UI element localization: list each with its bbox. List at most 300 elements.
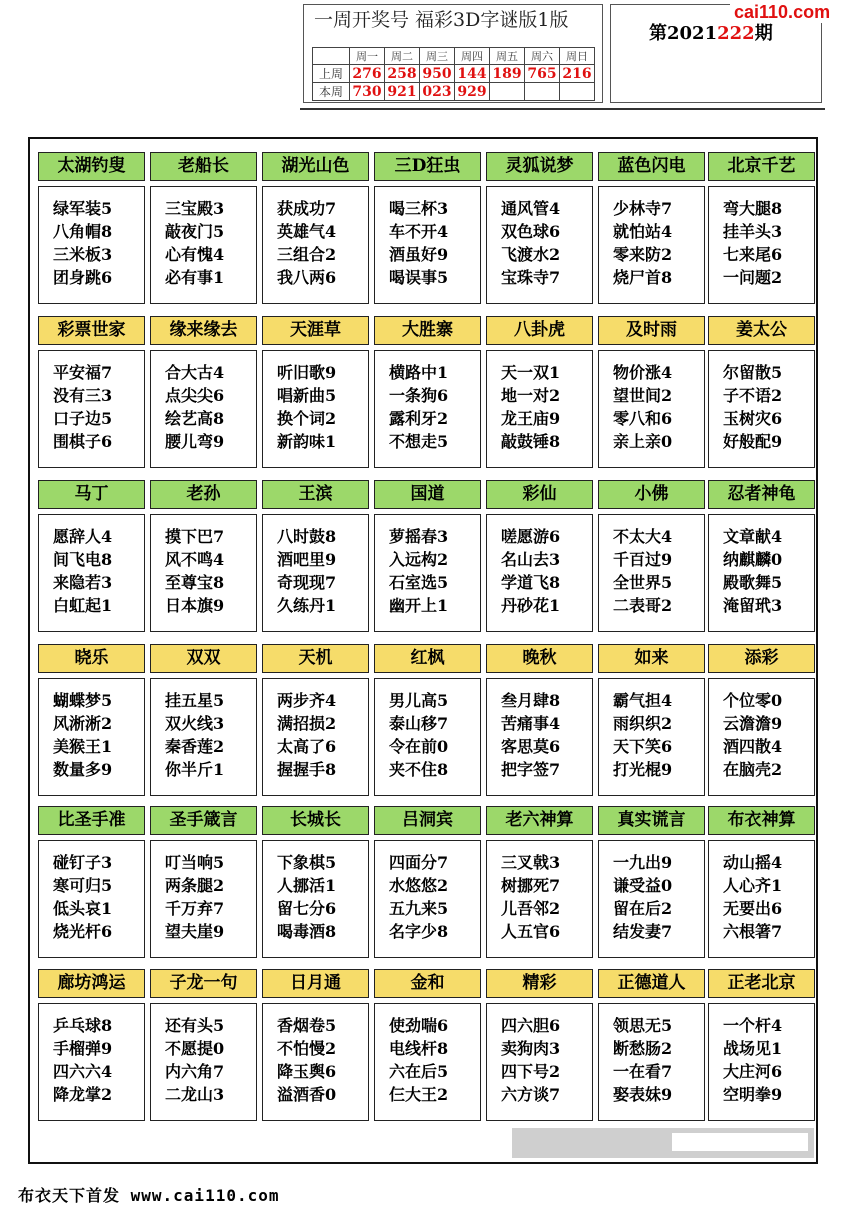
header-divider: [300, 108, 825, 110]
riddle-line: 少林寺7: [613, 199, 673, 218]
riddle-line: 来隐若3: [53, 573, 113, 592]
cell-riddle-box: [708, 350, 815, 468]
riddle-line: 蝴蝶梦5: [53, 691, 113, 710]
riddle-line: 宝珠寺7: [501, 268, 561, 287]
cell-riddle-box: [150, 840, 257, 958]
cell-author-title: 三D狂虫: [374, 152, 481, 181]
riddle-line: 名字少8: [389, 922, 449, 941]
riddle-cell: [38, 644, 145, 796]
cell-riddle-box: [486, 514, 593, 632]
riddle-line: 就怕站4: [613, 222, 673, 241]
cell-riddle-box: [38, 1003, 145, 1121]
riddle-line: 使劲喘6: [389, 1016, 449, 1035]
cell-author-title: 天涯草: [262, 316, 369, 345]
draw-table: [312, 47, 595, 101]
riddle-line: 风不鸣4: [165, 550, 225, 569]
riddle-line: 不愿提0: [165, 1039, 225, 1058]
cell-author-title: 大胜寨: [374, 316, 481, 345]
draw-number: 216: [560, 65, 595, 83]
cell-riddle-box: [598, 840, 705, 958]
cell-author-title: 忍者神龟: [708, 480, 815, 509]
cell-riddle-box: [486, 678, 593, 796]
riddle-line: 千百过9: [613, 550, 673, 569]
riddle-line: 降玉舆6: [277, 1062, 337, 1081]
cell-author-title: 红枫: [374, 644, 481, 673]
riddle-line: 留七分6: [277, 899, 337, 918]
riddle-cell: [150, 152, 257, 304]
riddle-line: 没有三3: [53, 386, 113, 405]
riddle-cell: [150, 480, 257, 632]
cell-author-title: 正德道人: [598, 969, 705, 998]
riddle-cell: [708, 480, 815, 632]
cell-author-title: 比圣手准: [38, 806, 145, 835]
riddle-line: 通风管4: [501, 199, 561, 218]
cell-author-title: 日月通: [262, 969, 369, 998]
riddle-line: 断愁肠2: [613, 1039, 673, 1058]
cell-riddle-box: [150, 186, 257, 304]
cell-riddle-box: [708, 840, 815, 958]
cell-author-title: 晓乐: [38, 644, 145, 673]
cell-riddle-box: [262, 186, 369, 304]
riddle-line: 双色球6: [501, 222, 561, 241]
riddle-line: 八角帽8: [53, 222, 113, 241]
cell-author-title: 晚秋: [486, 644, 593, 673]
draw-number: 765: [525, 65, 560, 83]
cell-riddle-box: [150, 678, 257, 796]
riddle-line: 天一双1: [501, 363, 561, 382]
riddle-cell: [262, 806, 369, 958]
riddle-cell: [262, 644, 369, 796]
riddle-cell: [262, 480, 369, 632]
riddle-line: 结发妻7: [613, 922, 673, 941]
riddle-line: 酒虽好9: [389, 245, 449, 264]
riddle-line: 寒可归5: [53, 876, 113, 895]
riddle-cell: [38, 480, 145, 632]
cell-riddle-box: [150, 350, 257, 468]
riddle-line: 双火线3: [165, 714, 225, 733]
riddle-line: 霸气担4: [613, 691, 673, 710]
riddle-line: 合大古4: [165, 363, 225, 382]
riddle-cell: [374, 316, 481, 468]
riddle-line: 一个杆4: [723, 1016, 783, 1035]
riddle-line: 满招损2: [277, 714, 337, 733]
riddle-line: 口子边5: [53, 409, 113, 428]
riddle-line: 留在后2: [613, 899, 673, 918]
cell-author-title: 灵狐说梦: [486, 152, 593, 181]
riddle-line: 碰钉子3: [53, 853, 113, 872]
draw-number: 730: [350, 83, 385, 101]
day-header: 周一: [350, 48, 385, 65]
riddle-line: 横路中1: [389, 363, 449, 382]
riddle-line: 零八和6: [613, 409, 673, 428]
cell-author-title: 精彩: [486, 969, 593, 998]
riddle-cell: [38, 969, 145, 1121]
riddle-line: 数量多9: [53, 760, 113, 779]
riddle-line: 唱新曲5: [277, 386, 337, 405]
riddle-line: 望世间2: [613, 386, 673, 405]
riddle-line: 千万弃7: [165, 899, 225, 918]
riddle-cell: [598, 806, 705, 958]
draw-number: 189: [490, 65, 525, 83]
cell-riddle-box: [598, 350, 705, 468]
riddle-cell: [150, 316, 257, 468]
riddle-cell: [262, 316, 369, 468]
riddle-line: 龙王庙9: [501, 409, 561, 428]
riddle-line: 内六角7: [165, 1062, 225, 1081]
riddle-cell: [150, 644, 257, 796]
riddle-line: 电线杆8: [389, 1039, 449, 1058]
cell-author-title: 王滨: [262, 480, 369, 509]
riddle-line: 一问题2: [723, 268, 783, 287]
riddle-line: 树挪死7: [501, 876, 561, 895]
riddle-line: 令在前0: [389, 737, 449, 756]
riddle-cell: [708, 316, 815, 468]
cell-riddle-box: [262, 678, 369, 796]
cell-riddle-box: [374, 350, 481, 468]
cell-author-title: 双双: [150, 644, 257, 673]
cell-author-title: 布衣神算: [708, 806, 815, 835]
riddle-line: 无要出6: [723, 899, 783, 918]
cell-author-title: 正老北京: [708, 969, 815, 998]
riddle-line: 握握手8: [277, 760, 337, 779]
riddle-cell: [598, 644, 705, 796]
last-week-row: [313, 65, 595, 83]
riddle-line: 敲鼓锤8: [501, 432, 561, 451]
riddle-line: 二表哥2: [613, 596, 673, 615]
cell-riddle-box: [150, 514, 257, 632]
riddle-line: 奇现现7: [277, 573, 337, 592]
riddle-line: 嗟愿游6: [501, 527, 561, 546]
draw-number: 023: [420, 83, 455, 101]
riddle-line: 你半斤1: [165, 760, 225, 779]
riddle-cell: [374, 806, 481, 958]
riddle-line: 望夫崖9: [165, 922, 225, 941]
cell-riddle-box: [486, 1003, 593, 1121]
riddle-line: 人心齐1: [723, 876, 783, 895]
cell-riddle-box: [598, 678, 705, 796]
riddle-line: 手榴弹9: [53, 1039, 113, 1058]
riddle-line: 打光棍9: [613, 760, 673, 779]
riddle-cell: [708, 969, 815, 1121]
cell-author-title: 国道: [374, 480, 481, 509]
riddle-line: 男儿高5: [389, 691, 449, 710]
day-header: 周日: [560, 48, 595, 65]
riddle-line: 文章献4: [723, 527, 783, 546]
riddle-cell: [598, 480, 705, 632]
riddle-line: 天下笑6: [613, 737, 673, 756]
cell-author-title: 北京千艺: [708, 152, 815, 181]
riddle-cell: [486, 969, 593, 1121]
riddle-line: 心有愧4: [165, 245, 225, 264]
riddle-line: 夹不住8: [389, 760, 449, 779]
riddle-line: 换个词2: [277, 409, 337, 428]
riddle-cell: [708, 644, 815, 796]
riddle-line: 雨织织2: [613, 714, 673, 733]
riddle-line: 听旧歌9: [277, 363, 337, 382]
riddle-line: 人五官6: [501, 922, 561, 941]
riddle-line: 苦痛事4: [501, 714, 561, 733]
cell-riddle-box: [374, 514, 481, 632]
riddle-line: 溢酒香0: [277, 1085, 337, 1104]
cell-riddle-box: [708, 186, 815, 304]
riddle-line: 三米板3: [53, 245, 113, 264]
cell-author-title: 子龙一句: [150, 969, 257, 998]
riddle-line: 美猴王1: [53, 737, 113, 756]
riddle-cell: [38, 316, 145, 468]
draw-number: 258: [385, 65, 420, 83]
cell-author-title: 湖光山色: [262, 152, 369, 181]
riddle-line: 还有头5: [165, 1016, 225, 1035]
riddle-line: 四六胆6: [501, 1016, 561, 1035]
riddle-line: 酒吧里9: [277, 550, 337, 569]
riddle-line: 愿辞人4: [53, 527, 113, 546]
riddle-line: 一条狗6: [389, 386, 449, 405]
riddle-line: 太高了6: [277, 737, 337, 756]
riddle-line: 点尖尖6: [165, 386, 225, 405]
riddle-line: 挂五星5: [165, 691, 225, 710]
riddle-line: 秦香莲2: [165, 737, 225, 756]
riddle-cell: [486, 316, 593, 468]
riddle-line: 敲夜门5: [165, 222, 225, 241]
riddle-line: 新韵味1: [277, 432, 337, 451]
riddle-cell: [486, 806, 593, 958]
riddle-line: 三宝殿3: [165, 199, 225, 218]
day-header: 周二: [385, 48, 420, 65]
cell-riddle-box: [262, 1003, 369, 1121]
day-header: 周三: [420, 48, 455, 65]
riddle-cell: [374, 480, 481, 632]
cell-riddle-box: [150, 1003, 257, 1121]
riddle-line: 六在后5: [389, 1062, 449, 1081]
cell-riddle-box: [262, 514, 369, 632]
draw-number: [560, 83, 595, 101]
riddle-line: 露利牙2: [389, 409, 449, 428]
riddle-line: 绿军装5: [53, 199, 113, 218]
issue-number: 第2021222期: [649, 23, 773, 44]
riddle-line: 个位零0: [723, 691, 783, 710]
day-header: 周六: [525, 48, 560, 65]
riddle-line: 空明拳9: [723, 1085, 783, 1104]
riddle-line: 子不语2: [723, 386, 783, 405]
cell-riddle-box: [598, 1003, 705, 1121]
cell-riddle-box: [374, 186, 481, 304]
cell-author-title: 廊坊鸿运: [38, 969, 145, 998]
cell-author-title: 吕洞宾: [374, 806, 481, 835]
riddle-line: 六方谈7: [501, 1085, 561, 1104]
riddle-line: 摸下巴7: [165, 527, 225, 546]
cell-author-title: 老六神算: [486, 806, 593, 835]
riddle-line: 香烟卷5: [277, 1016, 337, 1035]
riddle-line: 白虹起1: [53, 596, 113, 615]
riddle-line: 飞渡水2: [501, 245, 561, 264]
riddle-line: 泰山移7: [389, 714, 449, 733]
weekly-draw-panel: [303, 4, 603, 103]
cell-author-title: 缘来缘去: [150, 316, 257, 345]
footer-gray-box: [512, 1128, 814, 1158]
riddle-cell: [598, 152, 705, 304]
cell-riddle-box: [708, 1003, 815, 1121]
cell-author-title: 小佛: [598, 480, 705, 509]
riddle-line: 幽开上1: [389, 596, 449, 615]
cell-riddle-box: [374, 678, 481, 796]
riddle-line: 八时鼓8: [277, 527, 337, 546]
draw-number: 144: [455, 65, 490, 83]
riddle-cell: [262, 152, 369, 304]
riddle-line: 绘艺高8: [165, 409, 225, 428]
riddle-line: 玉树灾6: [723, 409, 783, 428]
riddle-line: 六根箸7: [723, 922, 783, 941]
riddle-line: 娶表妹9: [613, 1085, 673, 1104]
riddle-line: 烧光杆6: [53, 922, 113, 941]
riddle-line: 领思无5: [613, 1016, 673, 1035]
riddle-line: 风淅淅2: [53, 714, 113, 733]
riddle-line: 好般配9: [723, 432, 783, 451]
cell-riddle-box: [38, 514, 145, 632]
riddle-line: 名山去3: [501, 550, 561, 569]
riddle-line: 尔留散5: [723, 363, 783, 382]
riddle-line: 全世界5: [613, 573, 673, 592]
cell-riddle-box: [598, 186, 705, 304]
riddle-line: 大庄河6: [723, 1062, 783, 1081]
riddle-line: 卖狗肉3: [501, 1039, 561, 1058]
riddle-cell: [486, 644, 593, 796]
riddle-cell: [374, 152, 481, 304]
riddle-cell: [38, 152, 145, 304]
riddle-line: 亲上亲0: [613, 432, 673, 451]
riddle-cell: [598, 316, 705, 468]
riddle-cell: [38, 806, 145, 958]
cell-riddle-box: [374, 840, 481, 958]
riddle-line: 三组合2: [277, 245, 337, 264]
riddle-cell: [150, 969, 257, 1121]
riddle-line: 入远构2: [389, 550, 449, 569]
day-header: 周四: [455, 48, 490, 65]
riddle-line: 七来尾6: [723, 245, 783, 264]
footer-credit: 布衣天下首发 www.cai110.com: [18, 1186, 280, 1205]
riddle-line: 喝毒酒8: [277, 922, 337, 941]
cell-author-title: 老孙: [150, 480, 257, 509]
riddle-line: 地一对2: [501, 386, 561, 405]
row-label: 上周: [313, 65, 350, 83]
riddle-line: 必有事1: [165, 268, 225, 287]
riddle-cell: [598, 969, 705, 1121]
riddle-line: 烧尸首8: [613, 268, 673, 287]
this-week-row: [313, 83, 595, 101]
riddle-line: 水悠悠2: [389, 876, 449, 895]
riddle-cell: [150, 806, 257, 958]
riddle-line: 低头哀1: [53, 899, 113, 918]
riddle-line: 人挪活1: [277, 876, 337, 895]
draw-number: [490, 83, 525, 101]
riddle-line: 萝摇春3: [389, 527, 449, 546]
cell-riddle-box: [486, 186, 593, 304]
riddle-line: 在脑壳2: [723, 760, 783, 779]
cell-riddle-box: [38, 186, 145, 304]
riddle-line: 车不开4: [389, 222, 449, 241]
riddle-line: 四面分7: [389, 853, 449, 872]
riddle-line: 二龙山3: [165, 1085, 225, 1104]
riddle-cell: [374, 969, 481, 1121]
cell-author-title: 真实谎言: [598, 806, 705, 835]
cell-riddle-box: [38, 350, 145, 468]
riddle-cell: [708, 152, 815, 304]
cell-author-title: 彩仙: [486, 480, 593, 509]
riddle-line: 团身跳6: [53, 268, 113, 287]
riddle-line: 纳麒麟0: [723, 550, 783, 569]
riddle-line: 儿吾邻2: [501, 899, 561, 918]
header-title: 一周开奖号 福彩3D字谜版1版: [314, 9, 569, 31]
riddle-cell: [708, 806, 815, 958]
cell-riddle-box: [374, 1003, 481, 1121]
cell-author-title: 金和: [374, 969, 481, 998]
cell-author-title: 添彩: [708, 644, 815, 673]
cell-riddle-box: [598, 514, 705, 632]
riddle-line: 间飞电8: [53, 550, 113, 569]
site-watermark: cai110.com: [730, 2, 834, 23]
cell-author-title: 彩票世家: [38, 316, 145, 345]
riddle-line: 乒乓球8: [53, 1016, 113, 1035]
riddle-line: 久练丹1: [277, 596, 337, 615]
riddle-line: 三叉戟3: [501, 853, 561, 872]
riddle-line: 降龙掌2: [53, 1085, 113, 1104]
riddle-line: 两条腿2: [165, 876, 225, 895]
riddle-cell: [486, 480, 593, 632]
row-label: 本周: [313, 83, 350, 101]
riddle-line: 殿歌舞5: [723, 573, 783, 592]
draw-number: [525, 83, 560, 101]
riddle-cell: [486, 152, 593, 304]
draw-number: 276: [350, 65, 385, 83]
riddle-line: 动山摇4: [723, 853, 783, 872]
riddle-line: 物价涨4: [613, 363, 673, 382]
cell-author-title: 圣手箴言: [150, 806, 257, 835]
cell-author-title: 天机: [262, 644, 369, 673]
riddle-line: 零来防2: [613, 245, 673, 264]
riddle-line: 云澹澹9: [723, 714, 783, 733]
riddle-line: 一在看7: [613, 1062, 673, 1081]
riddle-line: 我八两6: [277, 268, 337, 287]
riddle-line: 谦受益0: [613, 876, 673, 895]
riddle-line: 英雄气4: [277, 222, 337, 241]
cell-riddle-box: [262, 840, 369, 958]
riddle-line: 学道飞8: [501, 573, 561, 592]
riddle-line: 四下号2: [501, 1062, 561, 1081]
riddle-line: 日本旗9: [165, 596, 225, 615]
cell-riddle-box: [38, 840, 145, 958]
draw-number: 921: [385, 83, 420, 101]
riddle-line: 围棋子6: [53, 432, 113, 451]
riddle-line: 喝三杯3: [389, 199, 449, 218]
riddle-line: 酒四散4: [723, 737, 783, 756]
riddle-line: 丹砂花1: [501, 596, 561, 615]
draw-number: 929: [455, 83, 490, 101]
cell-riddle-box: [486, 840, 593, 958]
riddle-line: 客思莫6: [501, 737, 561, 756]
cell-author-title: 蓝色闪电: [598, 152, 705, 181]
riddle-line: 不怕慢2: [277, 1039, 337, 1058]
riddle-line: 腰儿弯9: [165, 432, 225, 451]
riddle-line: 弯大腿8: [723, 199, 783, 218]
riddle-line: 喝误事5: [389, 268, 449, 287]
riddle-line: 战场见1: [723, 1039, 783, 1058]
riddle-line: 不太大4: [613, 527, 673, 546]
riddle-line: 五九来5: [389, 899, 449, 918]
riddle-line: 仨大王2: [389, 1085, 449, 1104]
cell-riddle-box: [708, 514, 815, 632]
cell-author-title: 马丁: [38, 480, 145, 509]
cell-riddle-box: [38, 678, 145, 796]
riddle-line: 至尊宝8: [165, 573, 225, 592]
